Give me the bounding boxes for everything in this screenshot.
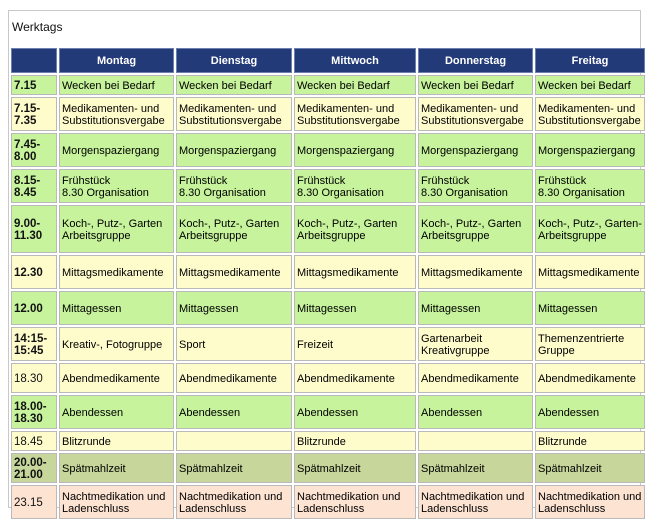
activity-label: Blitzrunde: [62, 435, 111, 448]
table-row: [11, 453, 645, 483]
activity-label: Wecken bei Bedarf: [179, 79, 272, 92]
activity-label: Mittagsmedikamente: [538, 266, 640, 279]
activity-label: Gartenarbeit Kreativgruppe: [421, 332, 490, 357]
activity-cell-montag: [59, 169, 174, 203]
activity-cell-mittwoch: [294, 205, 416, 253]
activity-label: Morgenspaziergang: [179, 144, 277, 157]
activity-label: Sport: [179, 338, 206, 351]
activity-label: Koch-, Putz-, Garten Arbeitsgruppe: [179, 217, 280, 242]
day-header-montag: Montag: [59, 48, 174, 73]
activity-label: Blitzrunde: [297, 435, 346, 448]
day-header-mittwoch: Mittwoch: [294, 48, 416, 73]
time-label: 18.30: [14, 372, 43, 385]
activity-label: Mittagsmedikamente: [179, 266, 281, 279]
activity-cell-mittwoch: [294, 133, 416, 167]
table-row: [11, 205, 645, 253]
activity-label: Blitzrunde: [538, 435, 587, 448]
activity-cell-mittwoch: [294, 169, 416, 203]
table-row: [11, 169, 645, 203]
time-cell: [11, 395, 57, 429]
activity-cell-freitag: [535, 395, 645, 429]
time-label: 18.00- 18.30: [14, 400, 47, 425]
activity-label: Morgenspaziergang: [538, 144, 636, 157]
time-cell: [11, 453, 57, 483]
activity-label: Mittagessen: [538, 302, 598, 315]
activity-cell-dienstag: [176, 431, 292, 451]
activity-label: Medikamenten- und Substitutionsvergabe: [538, 102, 641, 127]
activity-cell-donnerstag: [418, 363, 533, 393]
activity-label: Abendmedikamente: [62, 372, 160, 385]
activity-cell-freitag: [535, 485, 645, 519]
table-row: [11, 485, 645, 519]
time-label: 23.15: [14, 496, 43, 509]
activity-label: Koch-, Putz-, Garten- Arbeitsgruppe: [538, 217, 642, 242]
activity-cell-freitag: [535, 453, 645, 483]
activity-cell-mittwoch: [294, 97, 416, 131]
activity-cell-montag: [59, 205, 174, 253]
day-header-dienstag: Dienstag: [176, 48, 292, 73]
activity-label: Mittagessen: [179, 302, 239, 315]
activity-label: Abendmedikamente: [179, 372, 277, 385]
activity-cell-mittwoch: [294, 255, 416, 289]
activity-label: Abendessen: [538, 406, 600, 419]
weekday-schedule-table: [9, 46, 647, 521]
day-header-freitag: Freitag: [535, 48, 645, 73]
activity-cell-mittwoch: [294, 327, 416, 361]
table-row: [11, 75, 645, 95]
time-cell: [11, 363, 57, 393]
activity-cell-montag: [59, 75, 174, 95]
activity-cell-dienstag: [176, 485, 292, 519]
activity-label: Morgenspaziergang: [297, 144, 395, 157]
time-cell: [11, 431, 57, 451]
activity-label: Koch-, Putz-, Garten Arbeitsgruppe: [297, 217, 398, 242]
time-label: 20.00- 21.00: [14, 456, 47, 481]
activity-label: Frühstück 8.30 Organisation: [62, 174, 149, 199]
time-cell: [11, 97, 57, 131]
activity-cell-donnerstag: [418, 485, 533, 519]
activity-label: Abendmedikamente: [538, 372, 636, 385]
day-header-donnerstag: Donnerstag: [418, 48, 533, 73]
activity-label: Medikamenten- und Substitutionsvergabe: [62, 102, 165, 127]
activity-cell-freitag: [535, 205, 645, 253]
page-title: Werktags: [12, 20, 63, 34]
time-label: 8.15- 8.45: [14, 174, 41, 199]
activity-cell-dienstag: [176, 363, 292, 393]
time-label: 12.30: [14, 266, 43, 279]
activity-label: Abendmedikamente: [297, 372, 395, 385]
activity-cell-donnerstag: [418, 291, 533, 325]
time-cell: [11, 205, 57, 253]
table-row: [11, 133, 645, 167]
activity-cell-donnerstag: [418, 327, 533, 361]
activity-label: Nachtmedikation und Ladenschluss: [538, 490, 642, 515]
activity-cell-donnerstag: [418, 97, 533, 131]
activity-cell-mittwoch: [294, 291, 416, 325]
activity-cell-freitag: [535, 133, 645, 167]
activity-label: Wecken bei Bedarf: [62, 79, 155, 92]
table-row: [11, 363, 645, 393]
activity-cell-dienstag: [176, 327, 292, 361]
activity-cell-dienstag: [176, 453, 292, 483]
activity-cell-mittwoch: [294, 395, 416, 429]
activity-cell-freitag: [535, 75, 645, 95]
activity-cell-montag: [59, 291, 174, 325]
activity-label: Frühstück 8.30 Organisation: [179, 174, 266, 199]
activity-label: Abendessen: [179, 406, 241, 419]
header-row: [11, 48, 645, 73]
activity-cell-dienstag: [176, 133, 292, 167]
activity-label: Medikamenten- und Substitutionsvergabe: [421, 102, 524, 127]
activity-label: Themenzentrierte Gruppe: [538, 332, 625, 357]
activity-label: Nachtmedikation und Ladenschluss: [179, 490, 283, 515]
activity-cell-freitag: [535, 291, 645, 325]
activity-label: Spätmahlzeit: [62, 462, 126, 475]
activity-label: Mittagsmedikamente: [62, 266, 164, 279]
activity-cell-freitag: [535, 255, 645, 289]
activity-cell-donnerstag: [418, 453, 533, 483]
activity-cell-montag: [59, 327, 174, 361]
activity-cell-freitag: [535, 431, 645, 451]
activity-cell-donnerstag: [418, 255, 533, 289]
activity-cell-montag: [59, 97, 174, 131]
activity-cell-mittwoch: [294, 363, 416, 393]
activity-cell-montag: [59, 255, 174, 289]
activity-cell-montag: [59, 453, 174, 483]
activity-cell-donnerstag: [418, 133, 533, 167]
activity-label: Wecken bei Bedarf: [297, 79, 390, 92]
time-label: 9.00- 11.30: [14, 217, 43, 242]
activity-cell-freitag: [535, 363, 645, 393]
activity-cell-dienstag: [176, 255, 292, 289]
activity-cell-donnerstag: [418, 169, 533, 203]
activity-label: Nachtmedikation und Ladenschluss: [62, 490, 166, 515]
table-row: [11, 327, 645, 361]
table-row: [11, 291, 645, 325]
activity-cell-montag: [59, 133, 174, 167]
activity-cell-donnerstag: [418, 75, 533, 95]
activity-cell-montag: [59, 395, 174, 429]
activity-cell-mittwoch: [294, 453, 416, 483]
time-label: 7.15- 7.35: [14, 102, 41, 127]
table-row: [11, 431, 645, 451]
activity-label: Mittagessen: [297, 302, 357, 315]
activity-cell-dienstag: [176, 97, 292, 131]
activity-label: Mittagessen: [62, 302, 122, 315]
activity-label: Koch-, Putz-, Garten Arbeitsgruppe: [421, 217, 522, 242]
activity-cell-dienstag: [176, 291, 292, 325]
activity-label: Nachtmedikation und Ladenschluss: [297, 490, 401, 515]
activity-label: Koch-, Putz-, Garten Arbeitsgruppe: [62, 217, 163, 242]
time-cell: [11, 255, 57, 289]
activity-label: Spätmahlzeit: [421, 462, 485, 475]
activity-label: Mittagsmedikamente: [421, 266, 523, 279]
time-label: 7.15: [14, 79, 37, 92]
activity-label: Frühstück 8.30 Organisation: [297, 174, 384, 199]
time-cell: [11, 169, 57, 203]
activity-label: Wecken bei Bedarf: [421, 79, 514, 92]
activity-label: Nachtmedikation und Ladenschluss: [421, 490, 525, 515]
time-cell: [11, 291, 57, 325]
activity-cell-montag: [59, 485, 174, 519]
activity-cell-montag: [59, 431, 174, 451]
activity-label: Spätmahlzeit: [538, 462, 602, 475]
schedule-body: [11, 75, 645, 519]
activity-label: Frühstück 8.30 Organisation: [538, 174, 625, 199]
table-row: [11, 395, 645, 429]
time-cell: [11, 485, 57, 519]
activity-label: Spätmahlzeit: [179, 462, 243, 475]
activity-label: Mittagessen: [421, 302, 481, 315]
activity-label: Abendmedikamente: [421, 372, 519, 385]
activity-label: Spätmahlzeit: [297, 462, 361, 475]
time-label: 18.45: [14, 435, 43, 448]
activity-cell-freitag: [535, 97, 645, 131]
activity-cell-dienstag: [176, 395, 292, 429]
activity-cell-mittwoch: [294, 431, 416, 451]
activity-cell-dienstag: [176, 205, 292, 253]
activity-label: Morgenspaziergang: [62, 144, 160, 157]
time-label: 14:15- 15:45: [14, 332, 48, 357]
activity-label: Freizeit: [297, 338, 334, 351]
table-row: [11, 97, 645, 131]
activity-cell-mittwoch: [294, 485, 416, 519]
activity-label: Wecken bei Bedarf: [538, 79, 631, 92]
activity-label: Abendessen: [62, 406, 124, 419]
activity-label: Medikamenten- und Substitutionsvergabe: [297, 102, 400, 127]
table-row: [11, 255, 645, 289]
activity-cell-freitag: [535, 169, 645, 203]
time-label: 7.45- 8.00: [14, 138, 41, 163]
activity-cell-donnerstag: [418, 205, 533, 253]
time-cell: [11, 75, 57, 95]
time-column-header: [11, 48, 57, 73]
activity-label: Abendessen: [297, 406, 359, 419]
activity-cell-dienstag: [176, 75, 292, 95]
activity-label: Kreativ-, Fotogruppe: [62, 338, 163, 351]
activity-cell-freitag: [535, 327, 645, 361]
activity-cell-dienstag: [176, 169, 292, 203]
activity-cell-mittwoch: [294, 75, 416, 95]
activity-label: Frühstück 8.30 Organisation: [421, 174, 508, 199]
activity-label: Mittagsmedikamente: [297, 266, 399, 279]
time-label: 12.00: [14, 302, 43, 315]
time-cell: [11, 133, 57, 167]
activity-label: Abendessen: [421, 406, 483, 419]
activity-label: Medikamenten- und Substitutionsvergabe: [179, 102, 282, 127]
activity-cell-montag: [59, 363, 174, 393]
time-cell: [11, 327, 57, 361]
activity-label: Morgenspaziergang: [421, 144, 519, 157]
activity-cell-donnerstag: [418, 395, 533, 429]
activity-cell-donnerstag: [418, 431, 533, 451]
